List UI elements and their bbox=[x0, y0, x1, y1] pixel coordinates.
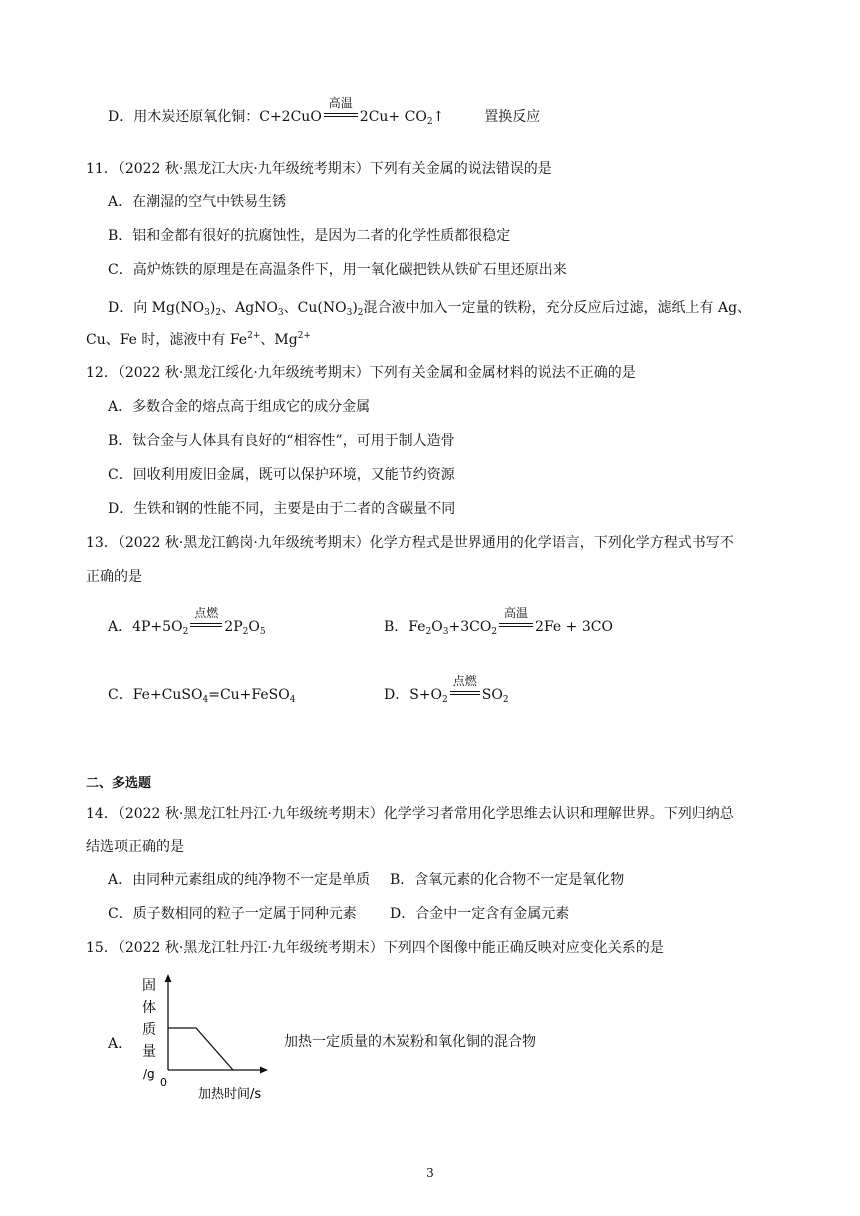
condition-text: 高温 bbox=[504, 606, 529, 620]
x-label: 加热时间/s bbox=[198, 1087, 262, 1102]
text: 、Cu(NO bbox=[283, 300, 347, 316]
text: A．4P+5O bbox=[108, 619, 183, 635]
text: SO bbox=[481, 687, 503, 703]
subscript: 3 bbox=[277, 308, 284, 318]
equation-lhs: C+2CuO bbox=[259, 109, 322, 125]
y-label-char-2: 体 bbox=[142, 1000, 156, 1016]
subscript: 2 bbox=[502, 695, 509, 705]
condition-text: 点燃 bbox=[194, 606, 219, 620]
subscript: 2 bbox=[357, 308, 364, 318]
subscript: 2 bbox=[242, 627, 249, 637]
y-axis-arrow bbox=[165, 974, 172, 982]
q12-option-a: A．多数合金的熔点高于组成它的成分金属 bbox=[108, 399, 371, 415]
page-number: 3 bbox=[426, 1166, 434, 1180]
q11-option-c: C．高炉炼铁的原理是在高温条件下，用一氧化碳把铁从铁矿石里还原出来 bbox=[108, 262, 567, 278]
subscript: 4 bbox=[289, 695, 296, 705]
q14-option-a: A．由同种元素组成的纯净物不一定是单质 bbox=[108, 872, 371, 888]
text: O bbox=[248, 619, 260, 635]
y-label-unit: /g bbox=[143, 1067, 155, 1081]
text: 混合液中加入一定量的铁粉，充分反应后过滤，滤纸上有 Ag、 bbox=[363, 300, 752, 316]
text: B． bbox=[384, 619, 409, 635]
q14-option-c: C．质子数相同的粒子一定属于同种元素 bbox=[108, 906, 357, 922]
option-label: D．用木炭还原氧化铜： bbox=[108, 109, 260, 125]
y-label-char-3: 质 bbox=[142, 1022, 156, 1038]
subscript: 3 bbox=[442, 627, 449, 637]
text: O bbox=[431, 619, 443, 635]
q11-stem: 11．（2022 秋·黑龙江大庆·九年级统考期末）下列有关金属的说法错误的是 bbox=[86, 161, 552, 177]
equals-sign bbox=[499, 623, 533, 627]
q11-option-b: B．铝和金都有很好的抗腐蚀性，是因为二者的化学性质都很稳定 bbox=[108, 228, 511, 244]
q13-option-c bbox=[108, 684, 295, 705]
superscript: 2+ bbox=[247, 331, 261, 341]
q11-option-d-line2 bbox=[86, 329, 311, 349]
text: 2P bbox=[224, 619, 243, 635]
reaction-condition bbox=[190, 606, 222, 635]
q13-option-d bbox=[384, 674, 509, 705]
text: C．Fe+CuSO bbox=[108, 687, 203, 703]
origin-label: 0 bbox=[160, 1076, 167, 1089]
subscript: 3 bbox=[204, 308, 210, 318]
subscript: 5 bbox=[259, 627, 266, 637]
q13-option-b bbox=[384, 606, 613, 637]
q13-stem-line1: 13．（2022 秋·黑龙江鹤岗·九年级统考期末）化学方程式是世界通用的化学语言，下列化学方程式书写不 bbox=[86, 535, 734, 551]
q15-graph-a bbox=[138, 970, 278, 1110]
equals-sign bbox=[450, 691, 480, 695]
reaction-type: 置换反应 bbox=[484, 109, 541, 125]
x-axis-arrow bbox=[260, 1067, 268, 1074]
reaction-condition bbox=[499, 606, 533, 635]
q13-option-a bbox=[108, 606, 266, 637]
subscript: 2 bbox=[425, 627, 432, 637]
q14-option-b: B．含氧元素的化合物不一定是氧化物 bbox=[390, 872, 625, 888]
q12-stem: 12．（2022 秋·黑龙江绥化·九年级统考期末）下列有关金属和金属材料的说法不正确的是 bbox=[86, 365, 636, 381]
subscript: 2 bbox=[491, 627, 498, 637]
subscript: 2 bbox=[182, 627, 189, 637]
superscript: 2+ bbox=[297, 331, 311, 341]
text: D．向 Mg(NO bbox=[108, 300, 205, 316]
q14-option-d: D．合金中一定含有金属元素 bbox=[390, 906, 570, 922]
q15-option-a-desc: 加热一定质量的木炭粉和氧化铜的混合物 bbox=[284, 1034, 536, 1050]
text: D．S+O bbox=[384, 687, 443, 703]
text: =Cu+FeSO bbox=[208, 687, 290, 703]
section-heading: 二、多选题 bbox=[86, 776, 152, 791]
reaction-condition bbox=[450, 674, 480, 703]
text: 、AgNO bbox=[221, 300, 278, 316]
equals-sign bbox=[324, 113, 358, 117]
text: Fe bbox=[408, 619, 426, 635]
q11-option-a: A．在潮湿的空气中铁易生锈 bbox=[108, 194, 287, 210]
q13-stem-line2: 正确的是 bbox=[86, 569, 142, 585]
text: ) bbox=[352, 300, 358, 316]
q12-option-d: D．生铁和钢的性能不同，主要是由于二者的含碳量不同 bbox=[108, 501, 456, 517]
text: +3CO bbox=[448, 619, 492, 635]
text: Cu、Fe 时，滤液中有 Fe bbox=[86, 332, 248, 348]
q12-option-b: B．钛合金与人体具有良好的“相容性”，可用于制人造骨 bbox=[108, 433, 455, 449]
gas-arrow: ↑ bbox=[432, 109, 445, 125]
q15-option-a-label: A． bbox=[108, 1036, 133, 1052]
q11-option-d-line1 bbox=[108, 297, 751, 318]
equals-sign bbox=[190, 623, 222, 627]
subscript: 2 bbox=[426, 117, 433, 127]
q14-stem-line1: 14．（2022 秋·黑龙江牡丹江·九年级统考期末）化学学习者常用化学思维去认识和理解世界。下列归纳总 bbox=[86, 806, 734, 822]
text: 、Mg bbox=[260, 332, 298, 348]
q14-stem-line2: 结选项正确的是 bbox=[86, 839, 184, 855]
subscript: 2 bbox=[215, 308, 222, 318]
subscript: 2 bbox=[442, 695, 448, 705]
text: ) bbox=[209, 300, 216, 316]
reaction-condition bbox=[324, 96, 358, 125]
subscript: 3 bbox=[346, 308, 353, 318]
condition-text: 点燃 bbox=[452, 674, 477, 688]
text: 2Fe + 3CO bbox=[535, 619, 613, 635]
q12-option-c: C．回收利用废旧金属，既可以保护环境，又能节约资源 bbox=[108, 467, 455, 483]
subscript: 4 bbox=[202, 695, 209, 705]
q10-option-d bbox=[108, 96, 541, 127]
equation-rhs: 2Cu+ CO bbox=[359, 109, 427, 125]
q15-stem: 15．（2022 秋·黑龙江牡丹江·九年级统考期末）下列四个图像中能正确反映对应变化关系的是 bbox=[86, 940, 664, 956]
condition-text: 高温 bbox=[328, 96, 353, 110]
mass-curve bbox=[168, 1028, 233, 1070]
y-label-char-4: 量 bbox=[142, 1044, 156, 1060]
y-label-char-1: 固 bbox=[142, 978, 156, 994]
